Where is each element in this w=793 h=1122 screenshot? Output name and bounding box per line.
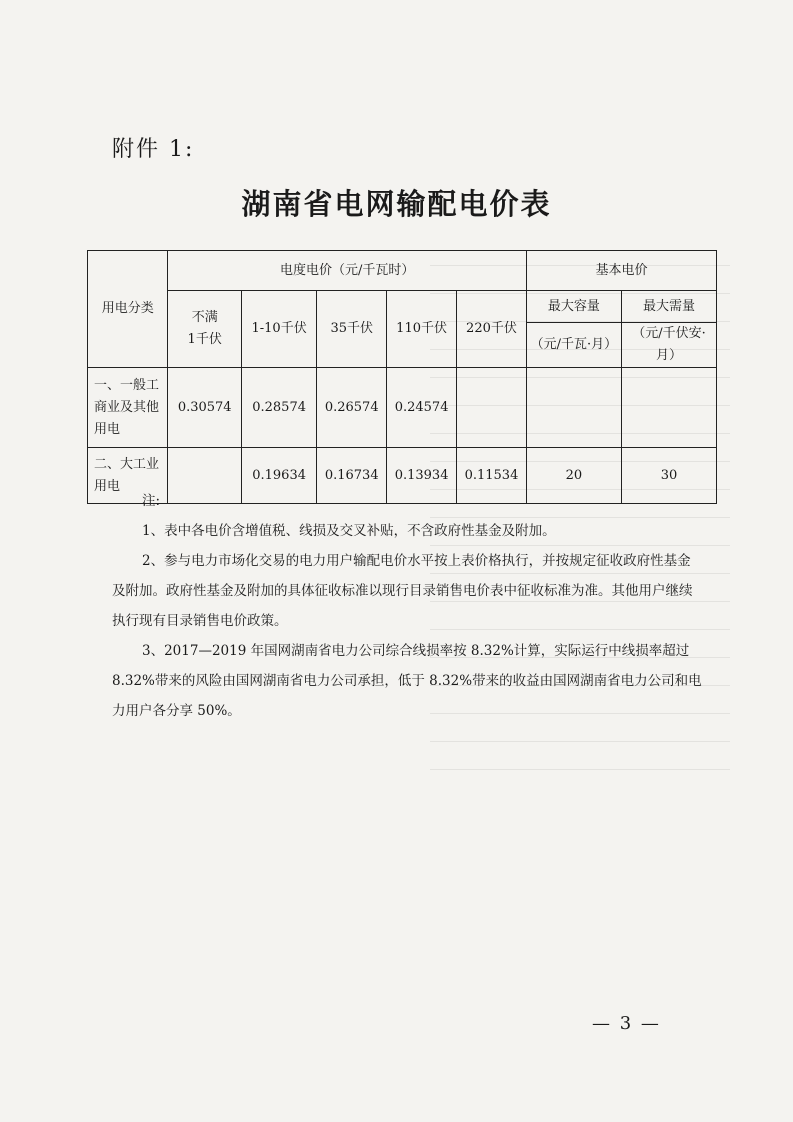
table-cell	[621, 368, 716, 448]
attachment-label: 附件 1:	[112, 137, 195, 162]
page-number: — 3 —	[592, 1013, 661, 1034]
max-demand-unit: （元/千伏安·月）	[621, 323, 716, 368]
page-title: 湖南省电网输配电价表	[241, 187, 552, 221]
table-cell: 0.11534	[457, 448, 527, 504]
table-cell	[457, 368, 527, 448]
notes-heading: 注:	[142, 493, 161, 509]
max-capacity-unit: （元/千瓦·月）	[526, 323, 621, 368]
voltage-level-1: 1-10千伏	[241, 291, 316, 368]
voltage-level-2: 35千伏	[317, 291, 387, 368]
row-category: 二、大工业用电	[88, 448, 168, 504]
table-cell: 20	[526, 448, 621, 504]
table-cell: 0.26574	[317, 368, 387, 448]
row-category: 一、一般工商业及其他用电	[88, 368, 168, 448]
max-capacity-label: 最大容量	[526, 291, 621, 323]
tariff-table	[87, 250, 717, 504]
voltage-level-3: 110千伏	[387, 291, 457, 368]
table-cell: 0.30574	[168, 368, 242, 448]
table-cell: 0.16734	[317, 448, 387, 504]
note-item-1: 1、表中各电价含增值税、线损及交叉补贴，不含政府性基金及附加。	[142, 523, 556, 539]
table-cell: 30	[621, 448, 716, 504]
table-row	[88, 368, 717, 448]
note-item-3: 3、2017—2019 年国网湖南省电力公司综合线损率按 8.32%计算，实际运行中线损率超过8.32%带来的风险由国网湖南省电力公司承担，低于 8.32%带来的收益由国网湖南省电力公司和电力用户各分享 50%。	[112, 643, 702, 719]
category-header: 用电分类	[88, 251, 168, 368]
table-cell	[526, 368, 621, 448]
basic-price-header: 基本电价	[526, 251, 716, 291]
voltage-level-4: 220千伏	[457, 291, 527, 368]
voltage-level-0: 不满 1千伏	[168, 291, 242, 368]
note-item-2: 2、参与电力市场化交易的电力用户输配电价水平按上表价格执行，并按规定征收政府性基金及附加。政府性基金及附加的具体征收标准以现行目录销售电价表中征收标准为准。其他用户继续执行现有目录销售电价政策。	[112, 553, 693, 629]
table-cell: 0.13934	[387, 448, 457, 504]
table-cell: 0.24574	[387, 368, 457, 448]
table-cell: 0.19634	[241, 448, 316, 504]
table-cell: 0.28574	[241, 368, 316, 448]
energy-price-header: 电度电价（元/千瓦时）	[168, 251, 526, 291]
notes-section	[112, 486, 702, 726]
max-demand-label: 最大需量	[621, 291, 716, 323]
